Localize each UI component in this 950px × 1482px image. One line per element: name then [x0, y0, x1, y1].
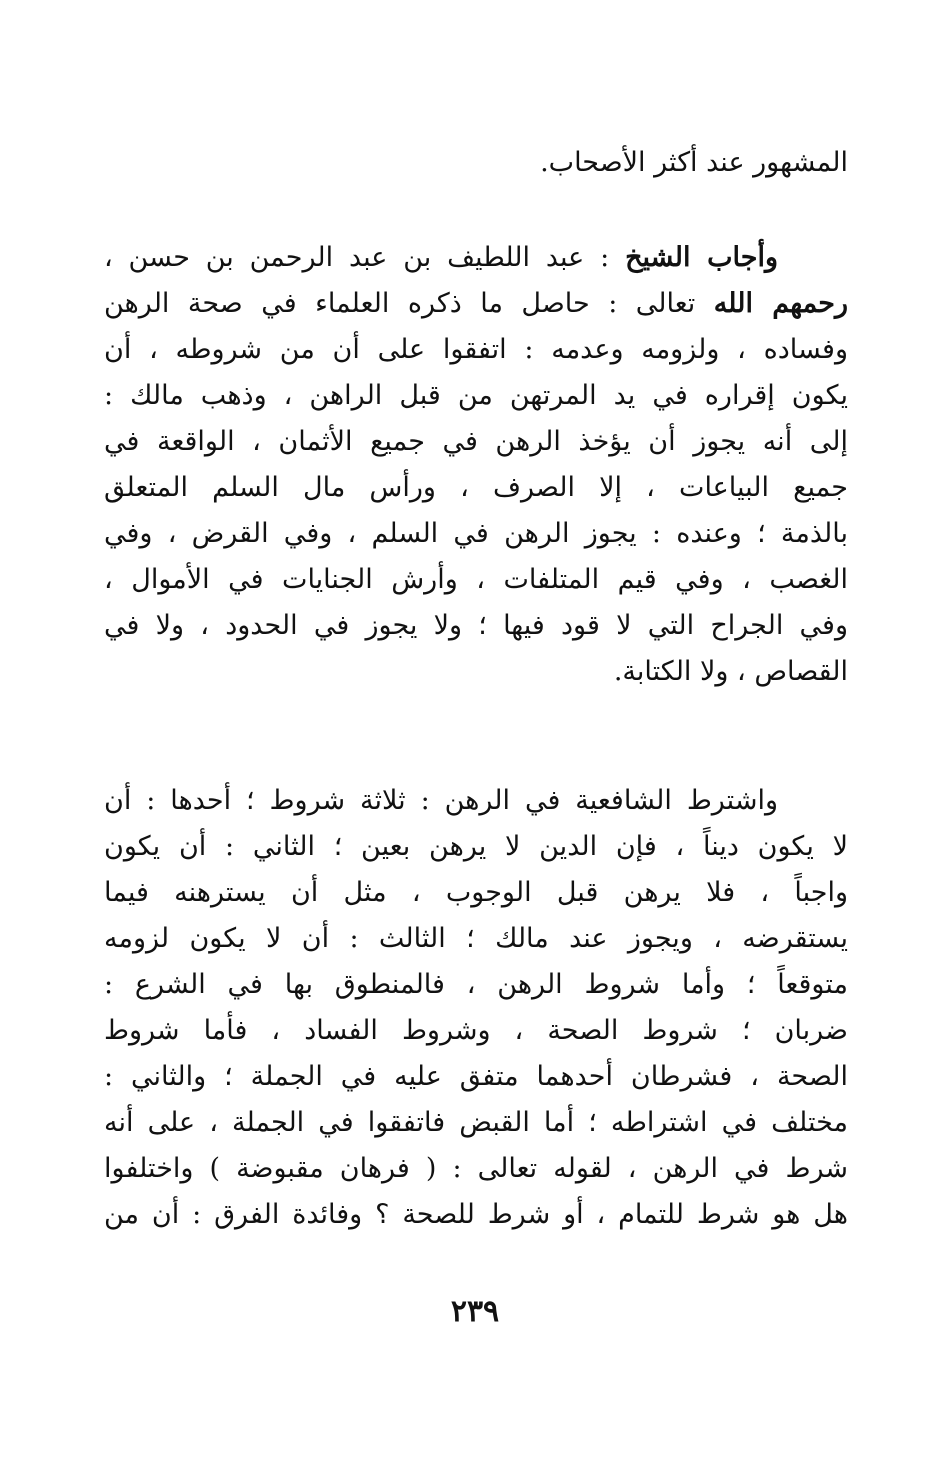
line-text: تعالى : حاصل ما ذكره العلماء في صحة الرهن: [104, 288, 714, 319]
bold-honorific-text: رحمهم الله: [713, 288, 848, 319]
text-line: واجباً ، فلا يرهن قبل الوجوب ، مثل أن يسترهنه فيما: [104, 877, 848, 908]
bold-lead-text: وأجاب الشيخ: [625, 242, 778, 273]
text-line: الغصب ، وفي قيم المتلفات ، وأرش الجنايات في الأموال ،: [104, 564, 848, 595]
paragraph-3: [104, 778, 848, 1238]
text-line: إلى أنه يجوز أن يؤخذ الرهن في جميع الأثمان ، الواقعة في: [104, 426, 848, 457]
text-line: الصحة ، فشرطان أحدهما متفق عليه في الجملة ؛ والثاني :: [104, 1061, 848, 1092]
text-line: مختلف في اشتراطه ؛ أما القبض فاتفقوا في الجملة ، على أنه: [104, 1107, 848, 1138]
text-line: وفي الجراح التي لا قود فيها ؛ ولا يجوز في الحدود ، ولا في: [104, 610, 848, 641]
text-line: القصاص ، ولا الكتابة.: [613, 656, 848, 687]
text-line: المشهور عند أكثر الأصحاب.: [540, 147, 848, 178]
paragraph-1: [104, 140, 848, 186]
text-line: [104, 235, 848, 281]
text-line: لا يكون ديناً ، فإن الدين لا يرهن بعين ؛ الثاني : أن يكون: [104, 831, 848, 862]
text-line: ضربان ؛ شروط الصحة ، وشروط الفساد ، فأما شروط: [104, 1015, 848, 1046]
page-number: ٢٣٩: [450, 1294, 500, 1329]
text-line: بالذمة ؛ وعنده : يجوز الرهن في السلم ، وفي القرض ، وفي: [104, 518, 848, 549]
text-line: وفساده ، ولزومه وعدمه : اتفقوا على أن من شروطه ، أن: [104, 334, 848, 365]
paragraph-2: [104, 235, 848, 695]
text-line: واشترط الشافعية في الرهن : ثلاثة شروط ؛ أحدها : أن: [104, 785, 778, 816]
text-line: [104, 281, 848, 327]
lead-text: : عبد اللطيف بن عبد الرحمن بن حسن ،: [104, 242, 626, 273]
text-line: جميع البياعات ، إلا الصرف ، ورأس مال السلم المتعلق: [104, 472, 848, 503]
text-line: متوقعاً ؛ وأما شروط الرهن ، فالمنطوق بها في الشرع :: [104, 969, 848, 1000]
text-line: يكون إقراره في يد المرتهن من قبل الراهن ، وذهب مالك :: [104, 380, 848, 411]
text-line: هل هو شرط للتمام ، أو شرط للصحة ؟ وفائدة الفرق : أن من: [104, 1199, 848, 1230]
text-line: يستقرضه ، ويجوز عند مالك ؛ الثالث : أن لا يكون لزومه: [104, 923, 848, 954]
text-line: شرط في الرهن ، لقوله تعالى : ( فرهان مقبوضة ) واختلفوا: [104, 1153, 848, 1184]
